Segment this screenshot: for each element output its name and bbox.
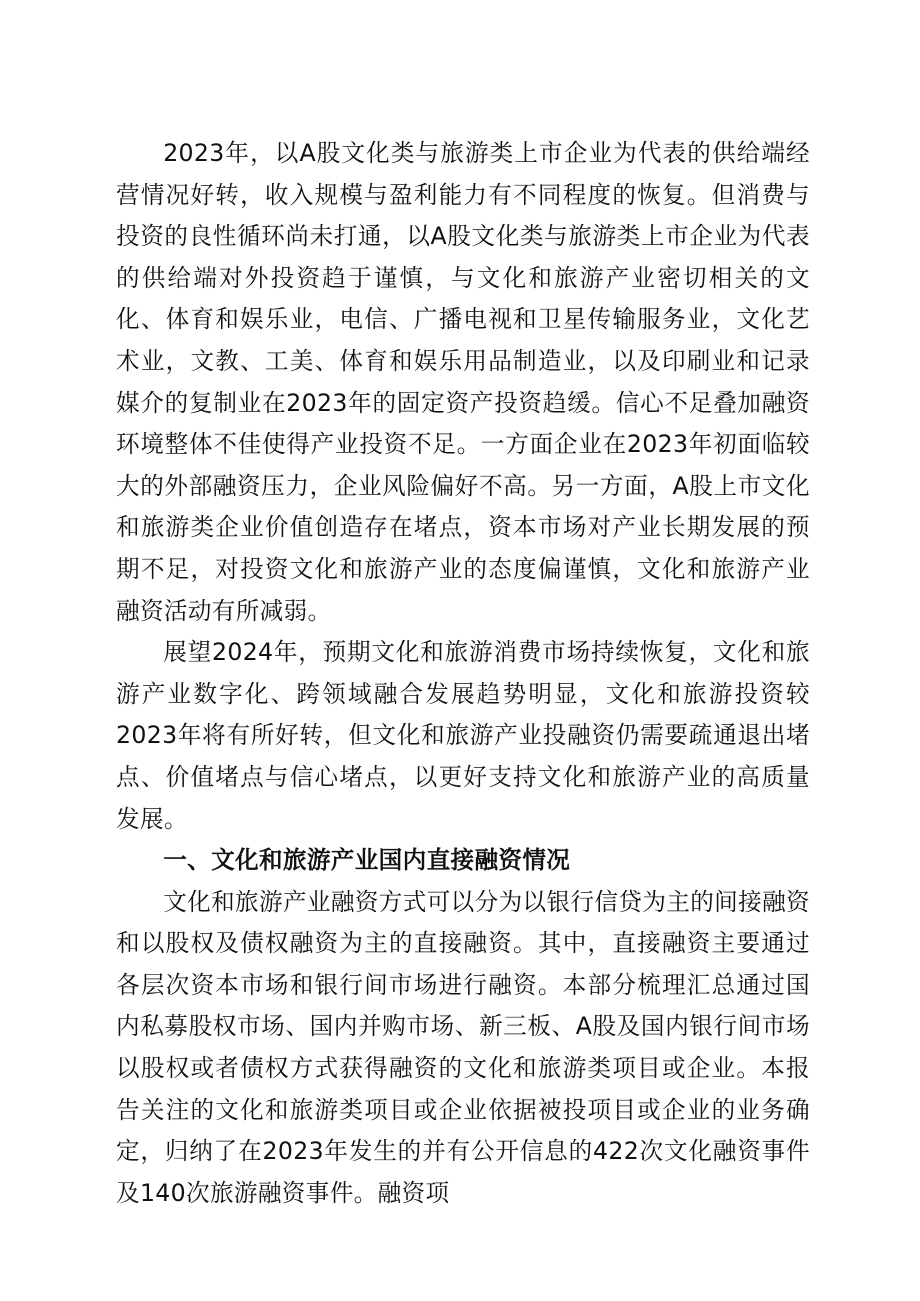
body-paragraph: 文化和旅游产业融资方式可以分为以银行信贷为主的间接融资和以股权及债权融资为主的直接融资。其中，直接融资主要通过各层次资本市场和银行间市场进行融资。本部分梳理汇总通过国内私募股权市场、国内并购市场、新三板、A股及国内银行间市场以股权或者债权方式获得融资的文化和旅游类项目或企业。本报告关注的文化和旅游类项目或企业依据被投项目或企业的业务确定，归纳了在2023年发生的并有公开信息的422次文化融资事件及140次旅游融资事件。融资项 [116, 887, 810, 1207]
body-paragraph: 2023年，以A股文化类与旅游类上市企业为代表的供给端经营情况好转，收入规模与盈利能力有不同程度的恢复。但消费与投资的良性循环尚未打通，以A股文化类与旅游类上市企业为代表的供给端对外投资趋于谨慎，与文化和旅游产业密切相关的文化、体育和娱乐业，电信、广播电视和卫星传输服务业，文化艺术业，文教、工美、体育和娱乐用品制造业，以及印刷业和记录媒介的复制业在2023年的固定资产投资趋缓。信心不足叠加融资环境整体不佳使得产业投资不足。一方面企业在2023年初面临较大的外部融资压力，企业风险偏好不高。另一方面，A股上市文化和旅游类企业价值创造存在堵点，资本市场对产业长期发展的预期不足，对投资文化和旅游产业的态度偏谨慎，文化和旅游产业融资活动有所减弱。 [116, 139, 810, 625]
document-page [116, 133, 810, 1214]
body-paragraph: 展望2024年，预期文化和旅游消费市场持续恢复，文化和旅游产业数字化、跨领域融合发展趋势明显，文化和旅游投资较2023年将有所好转，但文化和旅游产业投融资仍需要疏通退出堵点、价值堵点与信心堵点，以更好支持文化和旅游产业的高质量发展。 [116, 638, 810, 833]
section-heading: 一、文化和旅游产业国内直接融资情况 [163, 846, 571, 875]
